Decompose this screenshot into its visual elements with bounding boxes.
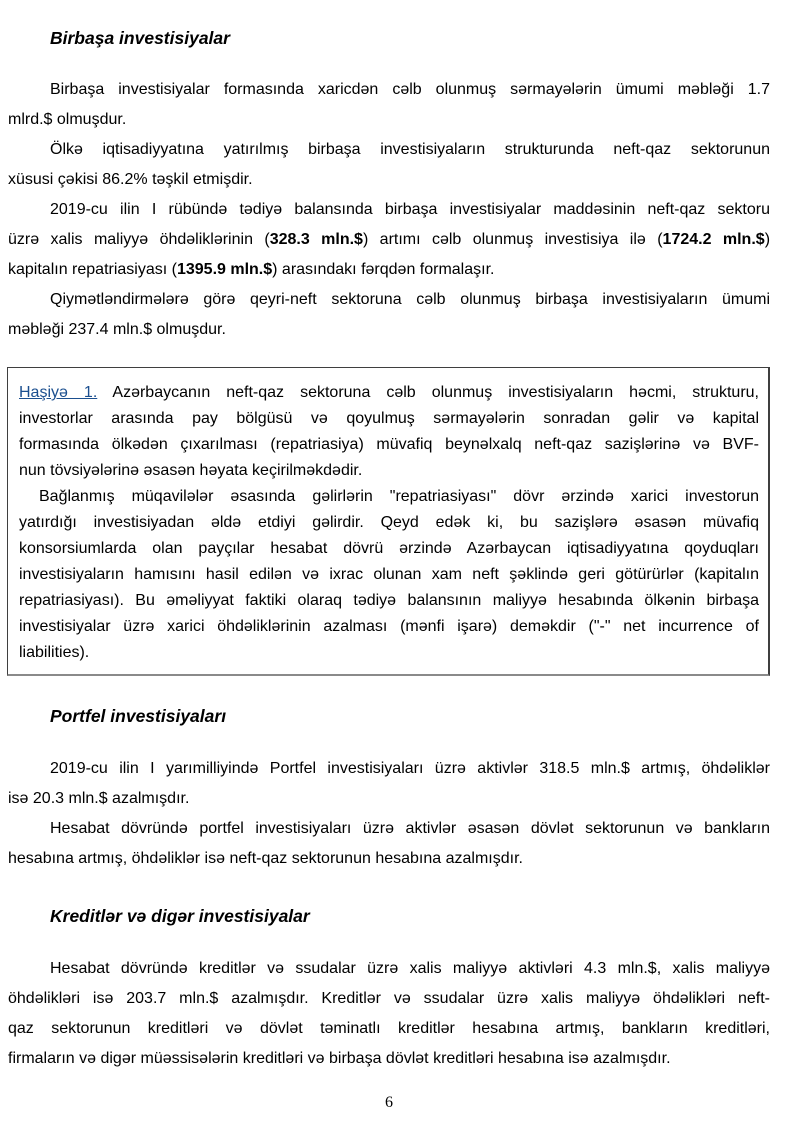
text-run: nun tövsiyələrinə əsasən həyata keçirilməkdədir.: [19, 462, 363, 479]
bold-value: 328.3 mln.$: [269, 231, 363, 248]
section-direct-investments: [8, 75, 770, 345]
text-line: [19, 380, 759, 406]
text-run: öhdəlikləri isə 203.7 mln.$ azalmışdır. Kreditlər və ssudalar üzrə xalis maliyyə öhdəlikləri neft-: [8, 990, 770, 1007]
text-run: xüsusi çəkisi 86.2% təşkil etmişdir.: [8, 171, 253, 188]
text-line: [8, 225, 770, 255]
section-credits-other-investments: [8, 954, 770, 1074]
page-number: 6: [385, 1094, 393, 1111]
text-line: [8, 255, 770, 285]
text-line: [8, 75, 770, 105]
text-line: [19, 640, 759, 666]
text-run: konsorsiumlarda olan payçılar hesabat dövrü ərzində Azərbaycan iqtisadiyyatına qoyduqları: [19, 540, 759, 557]
text-run: Hesabat dövründə kreditlər və ssudalar üzrə xalis maliyyə aktivləri 4.3 mln.$, xalis maliyyə: [50, 960, 770, 977]
text-run: mlrd.$ olmuşdur.: [8, 111, 127, 128]
paragraph: [19, 484, 759, 666]
text-run: hesabına artmış, öhdəliklər isə neft-qaz sektorunun hesabına azalmışdır.: [8, 850, 523, 867]
text-run: kapitalın repatriasiyası (: [8, 261, 177, 278]
text-run: liabilities).: [19, 644, 90, 661]
paragraph: [8, 75, 770, 135]
bold-value: 1724.2 mln.$: [662, 231, 765, 248]
text-run: repatriasiyası). Bu əməliyyat faktiki olaraq tədiyə balansının maliyyə hesabında ölkənin birbaşa: [19, 592, 759, 609]
text-line: [8, 195, 770, 225]
text-line: [8, 814, 770, 844]
text-line: [19, 406, 759, 432]
text-line: [8, 784, 770, 814]
paragraph: [19, 380, 759, 484]
text-run: ) arasındakı fərqdən formalaşır.: [272, 261, 495, 278]
text-run: isə 20.3 mln.$ azalmışdır.: [8, 790, 190, 807]
text-line: [8, 954, 770, 984]
text-line: [19, 588, 759, 614]
text-run: 2019-cu ilin I rübündə tədiyə balansında birbaşa investisiyalar maddəsinin neft-qaz sektoru: [50, 201, 770, 218]
text-line: [8, 1014, 770, 1044]
text-line: [19, 484, 759, 510]
text-run: üzrə xalis maliyyə öhdəliklərinin (: [8, 231, 270, 248]
footer: [8, 1094, 770, 1112]
heading-credits-other-investments: Kreditlər və digər investisiyalar: [50, 906, 310, 926]
heading-direct-investments: Birbaşa investisiyalar: [50, 28, 230, 48]
text-line: [8, 135, 770, 165]
text-line: [8, 1044, 770, 1074]
text-line: [8, 754, 770, 784]
text-run: ): [764, 231, 771, 248]
text-run: Qiymətləndirmələrə görə qeyri-neft sektoruna cəlb olunmuş birbaşa investisiyaların ümumi: [50, 291, 770, 308]
text-run: 2019-cu ilin I yarımilliyində Portfel investisiyaları üzrə aktivlər 318.5 mln.$ artmış, öhdəliklər: [50, 760, 770, 777]
text-run: investisiyaların hamısını hasil edilən və ixrac olunan xam neft şəklində geri götürürlər (kapitalın: [19, 566, 759, 583]
text-run: investisiyalar üzrə xarici öhdəliklərinin azalması (mənfi işarə) deməkdir ("-" net incurrence of: [19, 618, 759, 635]
section-portfolio-investments: [8, 754, 770, 874]
text-run: formasında ölkədən çıxarılması (repatriasiya) müvafiq beynəlxalq neft-qaz sazişlərinə və BVF-: [19, 436, 759, 453]
text-run: firmaların və digər müəssisələrin kreditləri və birbaşa dövlət kreditləri hesabına isə azalmışdır.: [8, 1050, 671, 1067]
text-line: [19, 432, 759, 458]
text-line: [19, 510, 759, 536]
note-box-hashiye-1: [7, 367, 770, 676]
text-run: Hesabat dövründə portfel investisiyaları üzrə aktivlər əsasən dövlət sektorunun və bankların: [50, 820, 770, 837]
text-line: [19, 458, 759, 484]
text-line: [8, 844, 770, 874]
text-run: Azərbaycanın neft-qaz sektoruna cəlb olunmuş investisiyaların həcmi, strukturu,: [97, 384, 759, 401]
bold-value: 1395.9 mln.$: [176, 261, 273, 278]
paragraph: [8, 954, 770, 1074]
text-line: [19, 614, 759, 640]
text-run: Bağlanmış müqavilələr əsasında gəlirlərin "repatriasiyası" dövr ərzində xarici investorun: [39, 488, 759, 505]
text-run: məbləği 237.4 mln.$ olmuşdur.: [8, 321, 226, 338]
text-line: [8, 105, 770, 135]
paragraph: [8, 754, 770, 814]
text-run: qaz sektorunun kreditləri və dövlət təminatlı kreditlər hesabına artmış, bankların kreditləri,: [8, 1020, 770, 1037]
text-line: [8, 984, 770, 1014]
heading-portfolio-investments: Portfel investisiyaları: [50, 706, 227, 726]
text-run: Ölkə iqtisadiyyatına yatırılmış birbaşa investisiyaların strukturunda neft-qaz sektorunun: [50, 141, 770, 158]
text-run: investorlar arasında pay bölgüsü və qoyulmuş sərmayələrin sonradan gəlir və kapital: [19, 410, 759, 427]
note-label: Haşiyə 1.: [19, 384, 98, 401]
text-run: Birbaşa investisiyalar formasında xaricdən cəlb olunmuş sərmayələrin ümumi məbləği 1.7: [50, 81, 770, 98]
text-line: [8, 285, 770, 315]
text-run: yatırdığı investisiyadan əldə etdiyi gəlirdir. Qeyd edək ki, bu sazişlərə əsasən müvafiq: [19, 514, 759, 531]
paragraph: [8, 814, 770, 874]
text-line: [8, 165, 770, 195]
text-run: ) artımı cəlb olunmuş investisiya ilə (: [362, 231, 663, 248]
text-line: [19, 536, 759, 562]
paragraph: [8, 195, 770, 285]
text-line: [8, 315, 770, 345]
paragraph: [8, 285, 770, 345]
text-line: [19, 562, 759, 588]
paragraph: [8, 135, 770, 195]
